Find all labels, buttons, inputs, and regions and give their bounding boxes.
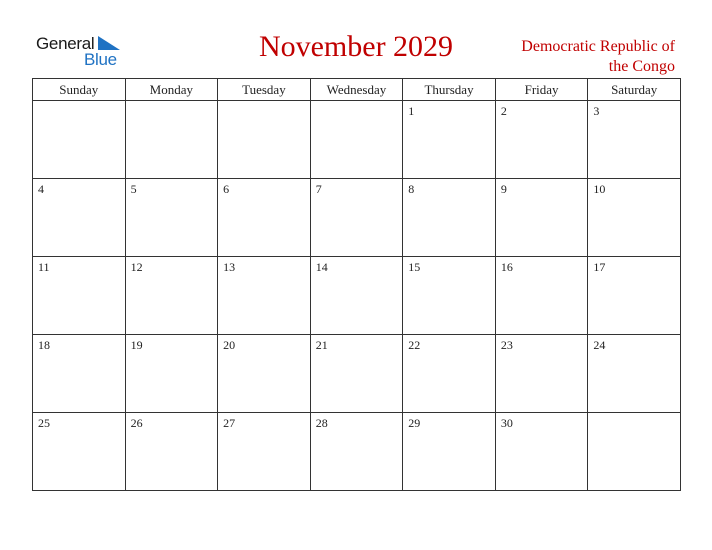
weekday-header-row [33, 79, 681, 101]
weekday-header: Wednesday [310, 79, 403, 101]
calendar-grid [32, 78, 681, 491]
day-cell [310, 179, 403, 257]
day-cell [495, 257, 588, 335]
day-number: 8 [408, 182, 415, 196]
day-number: 26 [130, 416, 143, 430]
weekday-header: Friday [495, 79, 588, 101]
day-number: 17 [593, 260, 606, 274]
day-cell [588, 101, 681, 179]
calendar-title: November 2029 [258, 30, 454, 63]
day-number: 18 [38, 338, 50, 352]
weekday-header: Saturday [588, 79, 681, 101]
logo-text-general: General [36, 34, 95, 53]
day-number: 29 [408, 416, 421, 430]
day-number: 27 [223, 416, 236, 430]
day-cell [125, 413, 218, 491]
day-cell [125, 257, 218, 335]
day-cell [33, 257, 126, 335]
day-number: 20 [223, 338, 236, 352]
day-cell [218, 413, 311, 491]
week-row [33, 413, 681, 491]
day-cell [125, 179, 218, 257]
day-number: 19 [130, 338, 143, 352]
day-number [588, 413, 680, 416]
day-number: 6 [223, 182, 230, 196]
day-number: 7 [315, 182, 322, 196]
day-cell [33, 335, 126, 413]
day-cell [310, 335, 403, 413]
day-cell [125, 335, 218, 413]
day-cell [403, 413, 496, 491]
day-number: 2 [500, 104, 507, 118]
day-number: 3 [593, 104, 600, 118]
day-number [33, 101, 125, 104]
day-cell [588, 179, 681, 257]
day-cell [403, 257, 496, 335]
day-cell [33, 179, 126, 257]
day-cell [218, 179, 311, 257]
day-number: 16 [500, 260, 513, 274]
day-cell [218, 335, 311, 413]
day-number: 10 [593, 182, 606, 196]
day-number: 24 [593, 338, 606, 352]
weekday-header: Monday [125, 79, 218, 101]
day-number: 4 [38, 182, 44, 196]
day-number: 22 [408, 338, 421, 352]
day-number [218, 101, 310, 104]
weekday-header: Sunday [33, 79, 126, 101]
day-cell [588, 257, 681, 335]
weekday-header: Thursday [403, 79, 496, 101]
day-cell [33, 101, 126, 179]
day-number [311, 101, 403, 104]
weekday-header: Tuesday [218, 79, 311, 101]
week-row [33, 257, 681, 335]
day-cell [218, 101, 311, 179]
day-cell [495, 413, 588, 491]
day-cell [125, 101, 218, 179]
day-number: 30 [500, 416, 513, 430]
day-cell [310, 257, 403, 335]
day-number: 1 [408, 104, 415, 118]
day-cell [33, 413, 126, 491]
day-number: 28 [315, 416, 328, 430]
day-cell [310, 413, 403, 491]
day-number: 15 [408, 260, 421, 274]
day-cell [495, 101, 588, 179]
day-number: 5 [130, 182, 137, 196]
day-number: 13 [223, 260, 236, 274]
day-number: 14 [315, 260, 328, 274]
day-number: 9 [500, 182, 507, 196]
day-cell [310, 101, 403, 179]
day-number: 23 [500, 338, 513, 352]
logo-text-blue: Blue [84, 50, 117, 69]
day-number: 11 [38, 260, 50, 274]
day-cell [403, 179, 496, 257]
day-cell [403, 335, 496, 413]
week-row [33, 101, 681, 179]
day-cell [495, 179, 588, 257]
day-cell [588, 413, 681, 491]
day-number: 21 [315, 338, 328, 352]
day-cell [218, 257, 311, 335]
country-line-1: Democratic Republic of [521, 38, 675, 55]
day-number: 25 [38, 416, 50, 430]
day-cell [403, 101, 496, 179]
week-row [33, 335, 681, 413]
day-number: 12 [130, 260, 143, 274]
country-name [475, 37, 675, 77]
day-cell [495, 335, 588, 413]
day-number [126, 101, 218, 104]
week-row [33, 179, 681, 257]
country-line-2: the Congo [608, 58, 675, 75]
day-cell [588, 335, 681, 413]
